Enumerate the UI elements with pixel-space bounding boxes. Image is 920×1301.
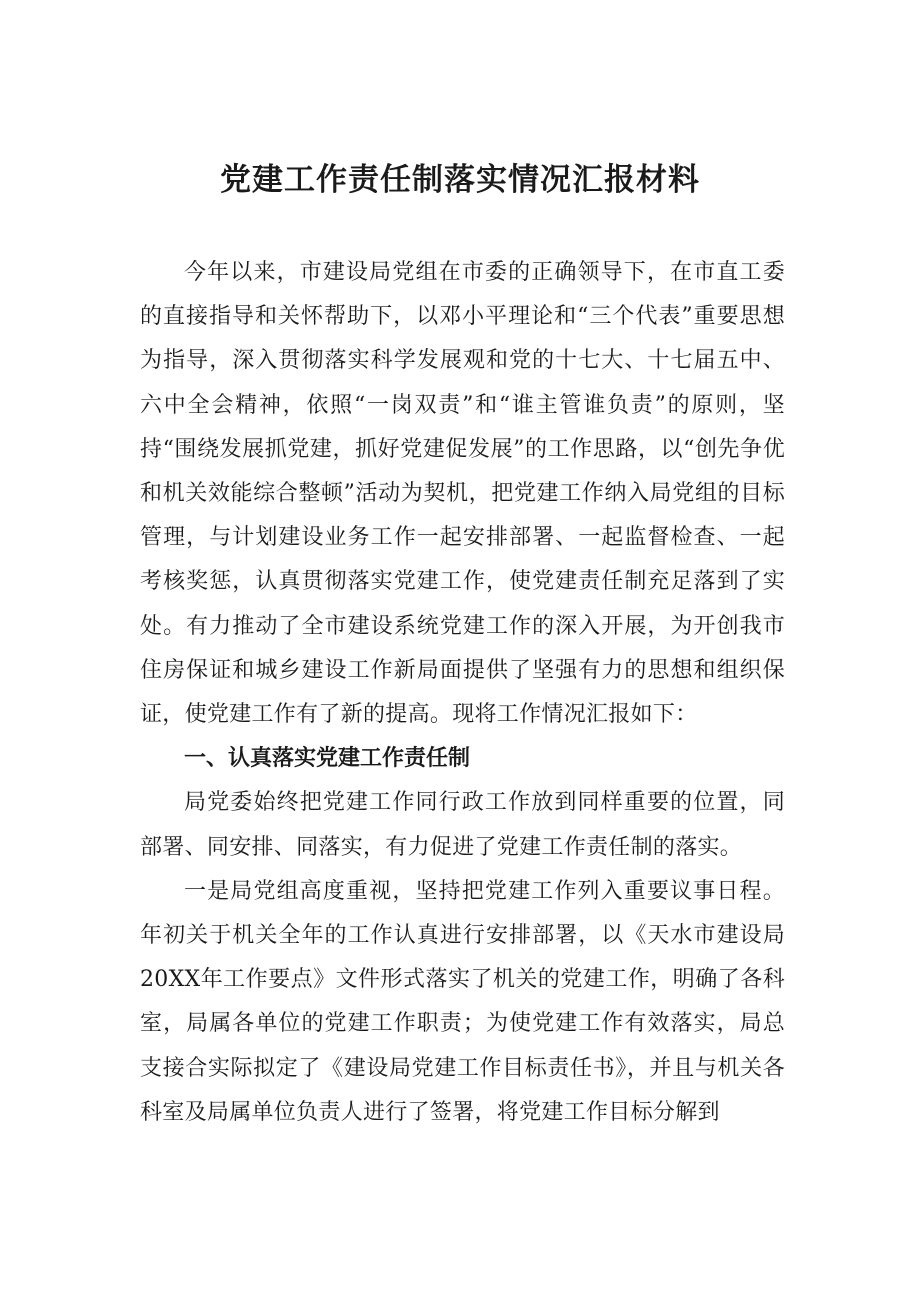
document-title: 党建工作责任制落实情况汇报材料 [220,162,700,198]
document-body [140,251,785,1135]
section-1-paragraph-2: 一是局党组高度重视，坚持把党建工作列入重要议事日程。年初关于机关全年的工作认真进行安排部署，以《天水市建设局20XX年工作要点》文件形式落实了机关的党建工作，明确了各科室，局属各单位的党建工作职责；为使党建工作有效落实，局总支接合实际拟定了《建设局党建工作目标责任书》，并且与机关各科室及局属单位负责人进行了签署，将党建工作目标分解到 [140,878,785,1125]
intro-paragraph: 今年以来，市建设局党组在市委的正确领导下，在市直工委的直接指导和关怀帮助下，以邓小平理论和“三个代表”重要思想为指导，深入贯彻落实科学发展观和党的十七大、十七届五中、六中全会精神，依照“一岗双责”和“谁主管谁负责”的原则，坚持“围绕发展抓党建，抓好党建促发展”的工作思路，以“创先争优和机关效能综合整顿”活动为契机，把党建工作纳入局党组的目标管理，与计划建设业务工作一起安排部署、一起监督检查、一起考核奖惩，认真贯彻落实党建工作，使党建责任制充足落到了实处。有力推动了全市建设系统党建工作的深入开展，为开创我市住房保证和城乡建设工作新局面提供了坚强有力的思想和组织保证，使党建工作有了新的提高。现将工作情况汇报如下： [140,260,785,728]
section-1-paragraph-1: 局党委始终把党建工作同行政工作放到同样重要的位置，同部署、同安排、同落实，有力促进了党建工作责任制的落实。 [140,790,785,860]
section-1-heading: 一、认真落实党建工作责任制 [184,746,471,772]
